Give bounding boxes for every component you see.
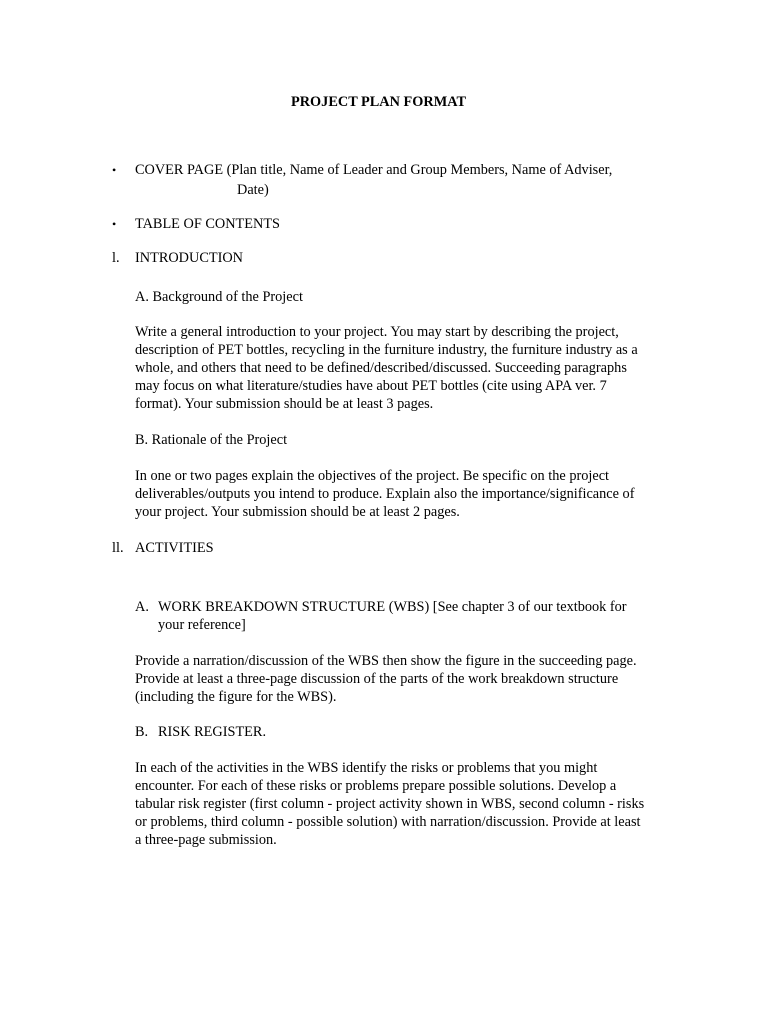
cover-page-line2: Date) [237, 182, 269, 198]
bullet-icon: • [112, 217, 117, 231]
toc-item: TABLE OF CONTENTS [135, 216, 281, 232]
section2-heading: ACTIVITIES [135, 540, 214, 556]
paragraph-line: a three-page submission. [135, 832, 277, 848]
section2-sub-b-heading: RISK REGISTER. [158, 724, 267, 740]
paragraph-line: your project. Your submission should be at least 2 pages. [135, 504, 460, 520]
cover-page-line1: COVER PAGE (Plan title, Name of Leader and Group Members, Name of Adviser, [135, 162, 613, 178]
paragraph-line: may focus on what literature/studies have about PET bottles (cite using APA ver. 7 [135, 378, 607, 394]
section2-sub-a-heading-line1: WORK BREAKDOWN STRUCTURE (WBS) [See chapter 3 of our textbook for [158, 599, 627, 615]
bullet-icon: • [112, 163, 117, 177]
paragraph-line: Write a general introduction to your project. You may start by describing the project, [135, 324, 619, 340]
paragraph-line: encounter. For each of these risks or problems prepare possible solutions. Develop a [135, 778, 617, 794]
paragraph-line: description of PET bottles, recycling in the furniture industry, the furniture industry as a [135, 342, 638, 358]
section1-numeral: l. [112, 250, 120, 266]
section1-sub-b-heading: B. Rationale of the Project [135, 432, 288, 448]
paragraph-line: tabular risk register (first column - project activity shown in WBS, second column - risks [135, 796, 645, 812]
section1-sub-b-paragraph [135, 467, 675, 521]
paragraph-line: In one or two pages explain the objectives of the project. Be specific on the project [135, 468, 610, 484]
section1-heading: INTRODUCTION [135, 250, 244, 266]
paragraph-line: In each of the activities in the WBS identify the risks or problems that you might [135, 760, 598, 776]
section2-sub-a-letter: A. [135, 599, 149, 615]
section2-sub-b-paragraph [135, 759, 675, 849]
paragraph-line: deliverables/outputs you intend to produce. Explain also the importance/significance of [135, 486, 635, 502]
section2-sub-a-paragraph [135, 652, 675, 706]
paragraph-line: Provide at least a three-page discussion of the parts of the work breakdown structure [135, 671, 619, 687]
section2-numeral: ll. [112, 540, 124, 556]
section1-sub-a-paragraph [135, 323, 675, 413]
paragraph-line: whole, and others that need to be defined/described/discussed. Succeeding paragraphs [135, 360, 627, 376]
paragraph-line: or problems, third column - possible solution) with narration/discussion. Provide at least [135, 814, 641, 830]
document-title: PROJECT PLAN FORMAT [291, 94, 467, 110]
section1-sub-a-heading: A. Background of the Project [135, 289, 303, 305]
paragraph-line: format). Your submission should be at least 3 pages. [135, 396, 434, 412]
section2-sub-b-letter: B. [135, 724, 149, 740]
paragraph-line: (including the figure for the WBS). [135, 689, 337, 705]
paragraph-line: Provide a narration/discussion of the WBS then show the figure in the succeeding page. [135, 653, 637, 669]
section2-sub-a-heading-line2: your reference] [158, 617, 246, 633]
